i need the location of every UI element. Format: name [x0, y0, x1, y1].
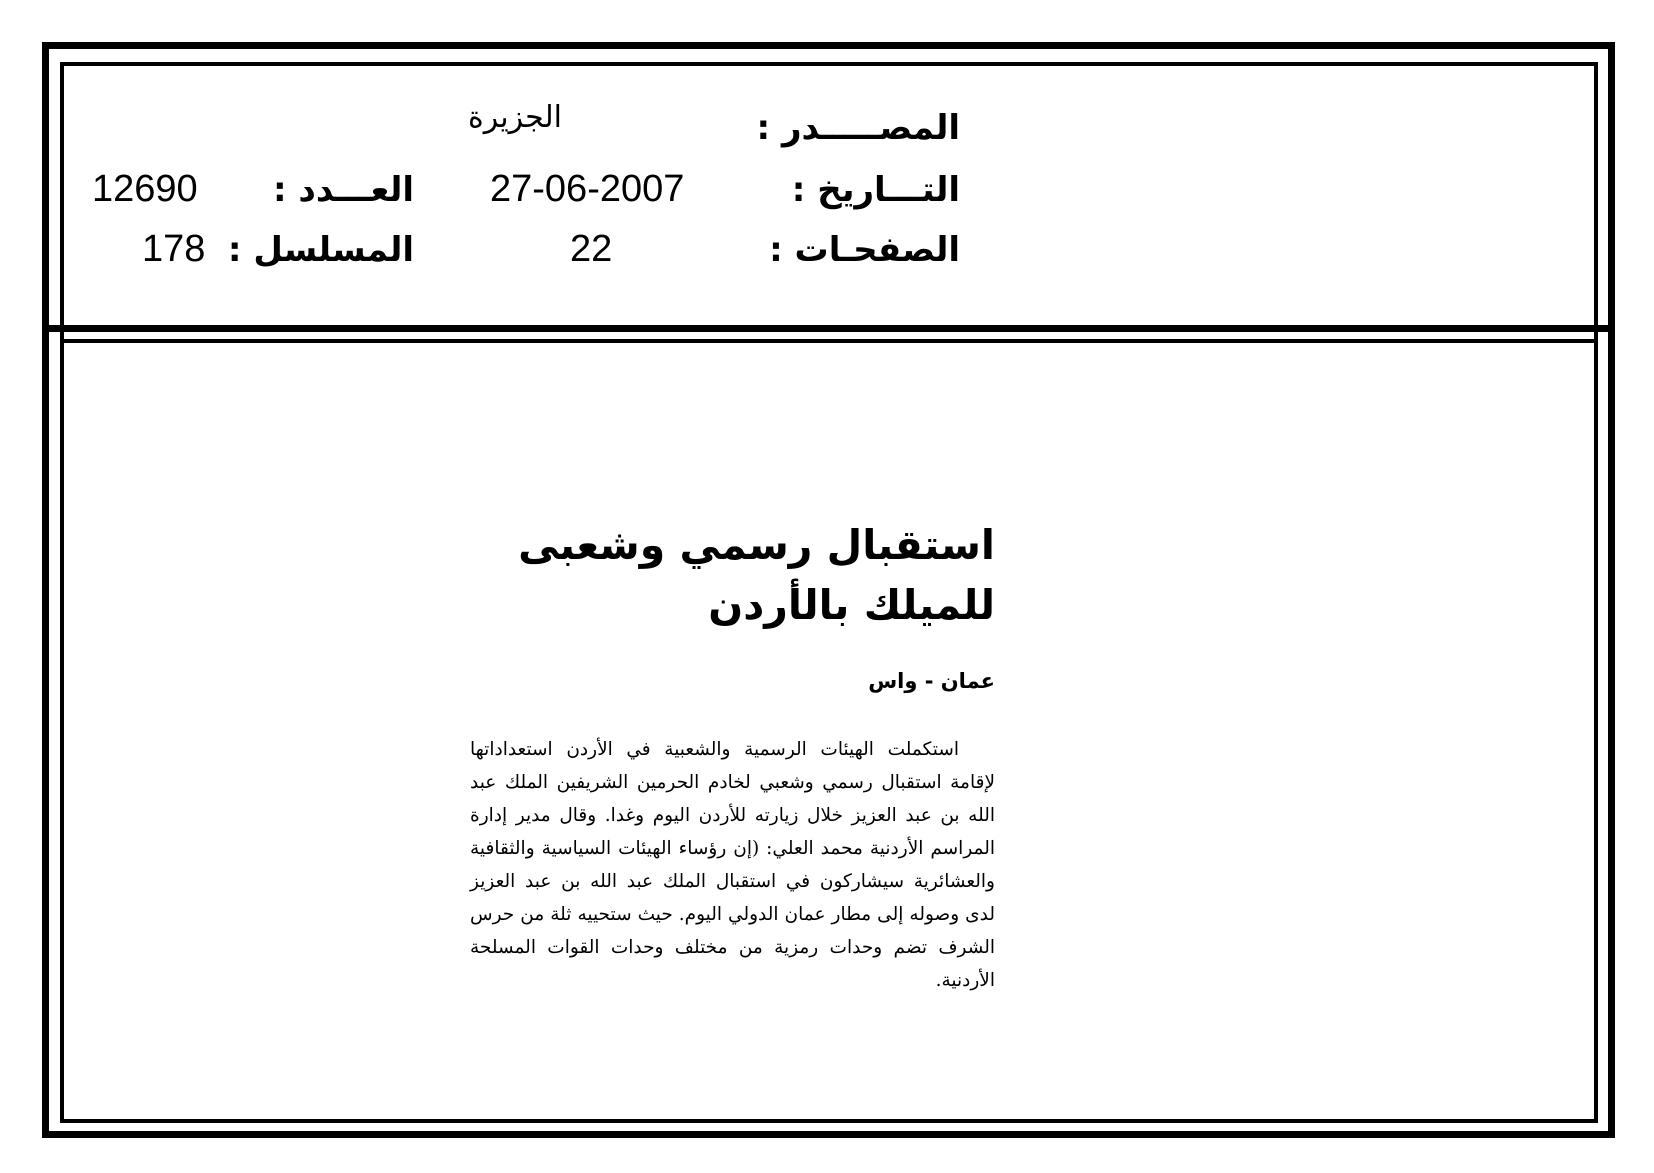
- serial-label: المسلسل :: [227, 230, 414, 270]
- source-value: الجزيرة: [468, 100, 563, 135]
- header-divider-inner: [60, 339, 1598, 343]
- date-value: 27-06-2007: [490, 168, 685, 210]
- article-byline: عمان - واس: [868, 669, 995, 693]
- pages-label: الصفحـات :: [769, 230, 960, 270]
- issue-value: 12690: [92, 168, 198, 210]
- header-divider: [46, 325, 1611, 332]
- source-label: المصـــــدر :: [756, 108, 960, 148]
- article-headline: استقبال رسمي وشعبى للميلك بالأردن: [518, 521, 995, 629]
- issue-label: العـــدد :: [273, 170, 414, 210]
- serial-value: 178: [142, 228, 206, 270]
- date-label: التـــاريخ :: [791, 170, 960, 210]
- pages-value: 22: [570, 228, 613, 270]
- article-body: استكملت الهيئات الرسمية والشعبية في الأردن استعداداتها لإقامة استقبال رسمي وشعبي لخادم الحرمين الشريفين الملك عبد الله بن عبد العزيز خلال زيارته للأردن اليوم وغدا. وقال مدير إدارة المراسم الأردنية محمد العلي: (إن رؤساء الهيئات السياسية والثقافية والعشائرية سيشاركون في استقبال الملك عبد الله بن عبد العزيز لدى وصوله إلى مطار عمان الدولي اليوم. حيث ستحييه ثلة من حرس الشرف تضم وحدات رمزية من مختلف وحدات القوات المسلحة الأردنية.: [470, 739, 995, 991]
- article: [470, 515, 995, 997]
